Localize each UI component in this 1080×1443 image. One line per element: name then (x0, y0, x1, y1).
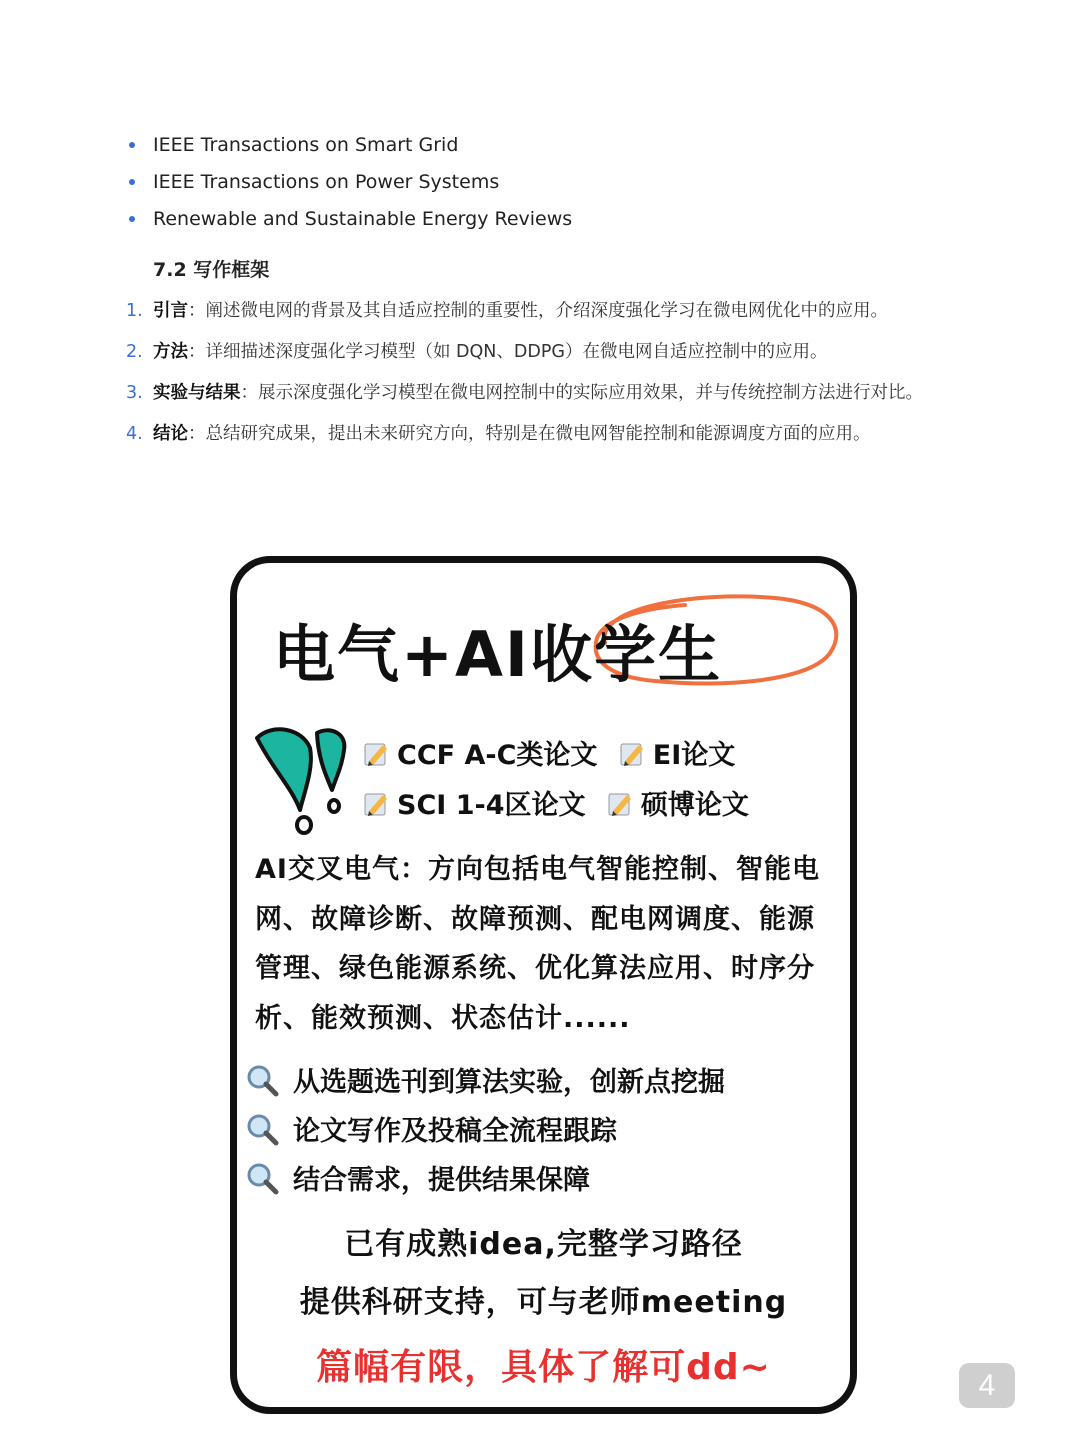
page-number-badge: 4 (959, 1363, 1015, 1408)
section-title: 7.2 写作框架 (153, 259, 270, 281)
memo-pencil-icon (619, 741, 645, 767)
memo-pencil-icon (363, 741, 389, 767)
service-text: 论文写作及投稿全流程跟踪 (293, 1116, 617, 1147)
memo-pencil-icon (363, 791, 389, 817)
tag-row (363, 733, 747, 772)
exclamation-icon (252, 718, 352, 838)
tag (363, 783, 586, 822)
item-label: 结论 (153, 424, 188, 444)
tag-label: EI论文 (652, 740, 736, 771)
item-number: 4. (126, 424, 143, 444)
magnifier-icon (245, 1161, 279, 1195)
framework-item (126, 419, 936, 450)
framework-item (126, 337, 936, 368)
journal-item: IEEE Transactions on Smart Grid (127, 128, 572, 165)
item-text: ：阐述微电网的背景及其自适应控制的重要性，介绍深度强化学习在微电网优化中的应用。 (188, 301, 888, 321)
contact-line: 篇幅有限，具体了解可dd~ (316, 1347, 771, 1388)
directions-text: AI交叉电气：方向包括电气智能控制、智能电网、故障诊断、故障预测、配电网调度、能源管理、绿色能源系统、优化算法应用、时序分析、能效预测、状态估计...... (255, 854, 820, 1034)
tag (607, 783, 749, 822)
idea-line: 已有成熟idea,完整学习路径 (344, 1227, 743, 1262)
item-text: ：展示深度强化学习模型在微电网控制中的实际应用效果，并与传统控制方法进行对比。 (240, 383, 923, 403)
item-number: 2. (126, 342, 143, 362)
support-line: 提供科研支持，可与老师meeting (299, 1285, 788, 1320)
journal-list (127, 128, 572, 239)
service-item (245, 1060, 725, 1099)
magnifier-icon (245, 1112, 279, 1146)
journal-item: Renewable and Sustainable Energy Reviews (127, 202, 572, 239)
item-number: 3. (126, 383, 143, 403)
promo-card (230, 556, 857, 1414)
journal-item: IEEE Transactions on Power Systems (127, 165, 572, 202)
framework-list (126, 296, 936, 460)
tag (363, 733, 597, 772)
tag-label: CCF A-C类论文 (397, 740, 598, 771)
card-headline: 电气+AI收学生 (273, 618, 723, 691)
tag-row (363, 783, 761, 822)
memo-pencil-icon (607, 791, 633, 817)
framework-item (126, 378, 936, 409)
tag (619, 733, 736, 772)
item-label: 实验与结果 (153, 383, 241, 403)
item-text: ：详细描述深度强化学习模型（如 DQN、DDPG）在微电网自适应控制中的应用。 (188, 342, 828, 362)
service-text: 结合需求，提供结果保障 (293, 1165, 590, 1196)
service-item (245, 1109, 617, 1148)
item-number: 1. (126, 301, 143, 321)
tag-label: 硕博论文 (640, 790, 749, 821)
framework-item (126, 296, 936, 327)
service-text: 从选题选刊到算法实验，创新点挖掘 (293, 1067, 725, 1098)
item-label: 引言 (153, 301, 188, 321)
service-item (245, 1158, 590, 1197)
tag-label: SCI 1-4区论文 (397, 790, 586, 821)
item-text: ：总结研究成果，提出未来研究方向，特别是在微电网智能控制和能源调度方面的应用。 (188, 424, 871, 444)
magnifier-icon (245, 1063, 279, 1097)
item-label: 方法 (153, 342, 188, 362)
